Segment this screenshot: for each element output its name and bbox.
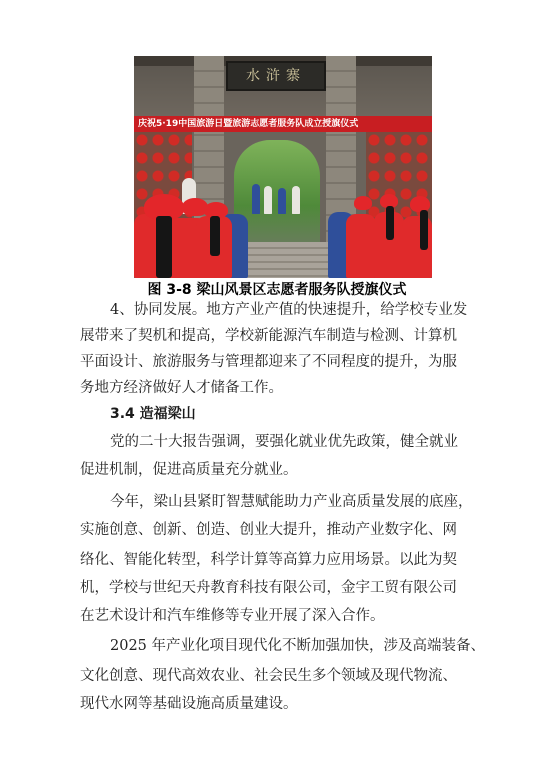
crowd-figure — [252, 184, 260, 214]
figure-caption: 图 3-8 梁山风景区志愿者服务队授旗仪式 — [147, 282, 407, 298]
text-line: 在艺术设计和汽车维修等专业开展了深入合作。 — [80, 608, 385, 624]
text-line: 4、协同发展。地方产业产值的快速提升，给学校专业发 — [110, 302, 468, 318]
text-line: 党的二十大报告强调，要强化就业优先政策，健全就业 — [110, 434, 458, 450]
red-cap — [354, 196, 372, 210]
hair — [156, 216, 172, 278]
section-heading: 3.4 造福梁山 — [110, 406, 196, 422]
gate-plaque: 水浒寨 — [226, 61, 326, 91]
text-line: 务地方经济做好人才储备工作。 — [80, 380, 283, 396]
text-line: 展带来了契机和提高，学校新能源汽车制造与检测、计算机 — [80, 328, 457, 344]
stone-stairs — [234, 242, 334, 278]
crowd-figure — [264, 186, 272, 214]
red-banner: 庆祝5·19中国旅游日暨旅游志愿者服务队成立授旗仪式 — [134, 116, 432, 132]
text-line: 促进机制，促进高质量充分就业。 — [80, 462, 298, 478]
crowd-figure — [292, 186, 300, 214]
hair — [210, 216, 220, 256]
text-line: 现代水网等基础设施高质量建设。 — [80, 696, 298, 712]
ceremony-photo — [134, 56, 432, 278]
crowd-figure — [278, 188, 286, 214]
text-line: 机，学校与世纪天舟教育科技有限公司，金宇工贸有限公司 — [80, 580, 457, 596]
text-line: 平面设计、旅游服务与管理都迎来了不同程度的提升，为服 — [80, 354, 457, 370]
text-line: 络化、智能化转型，科学计算等高算力应用场景。以此为契 — [80, 552, 457, 568]
hair — [420, 210, 428, 250]
text-line: 实施创意、创新、创造、创业大提升，推动产业数字化、网 — [80, 522, 457, 538]
volunteer-figure — [346, 214, 376, 278]
hair — [386, 206, 394, 240]
text-line: 今年，梁山县紧盯智慧赋能助力产业高质量发展的底座， — [110, 494, 473, 510]
red-cap — [410, 196, 430, 212]
text-line: 文化创意、现代高效农业、社会民生多个领域及现代物流、 — [80, 668, 457, 684]
text-line: 2025 年产业化项目现代化不断加强加快，涉及高端装备、 — [110, 638, 486, 654]
